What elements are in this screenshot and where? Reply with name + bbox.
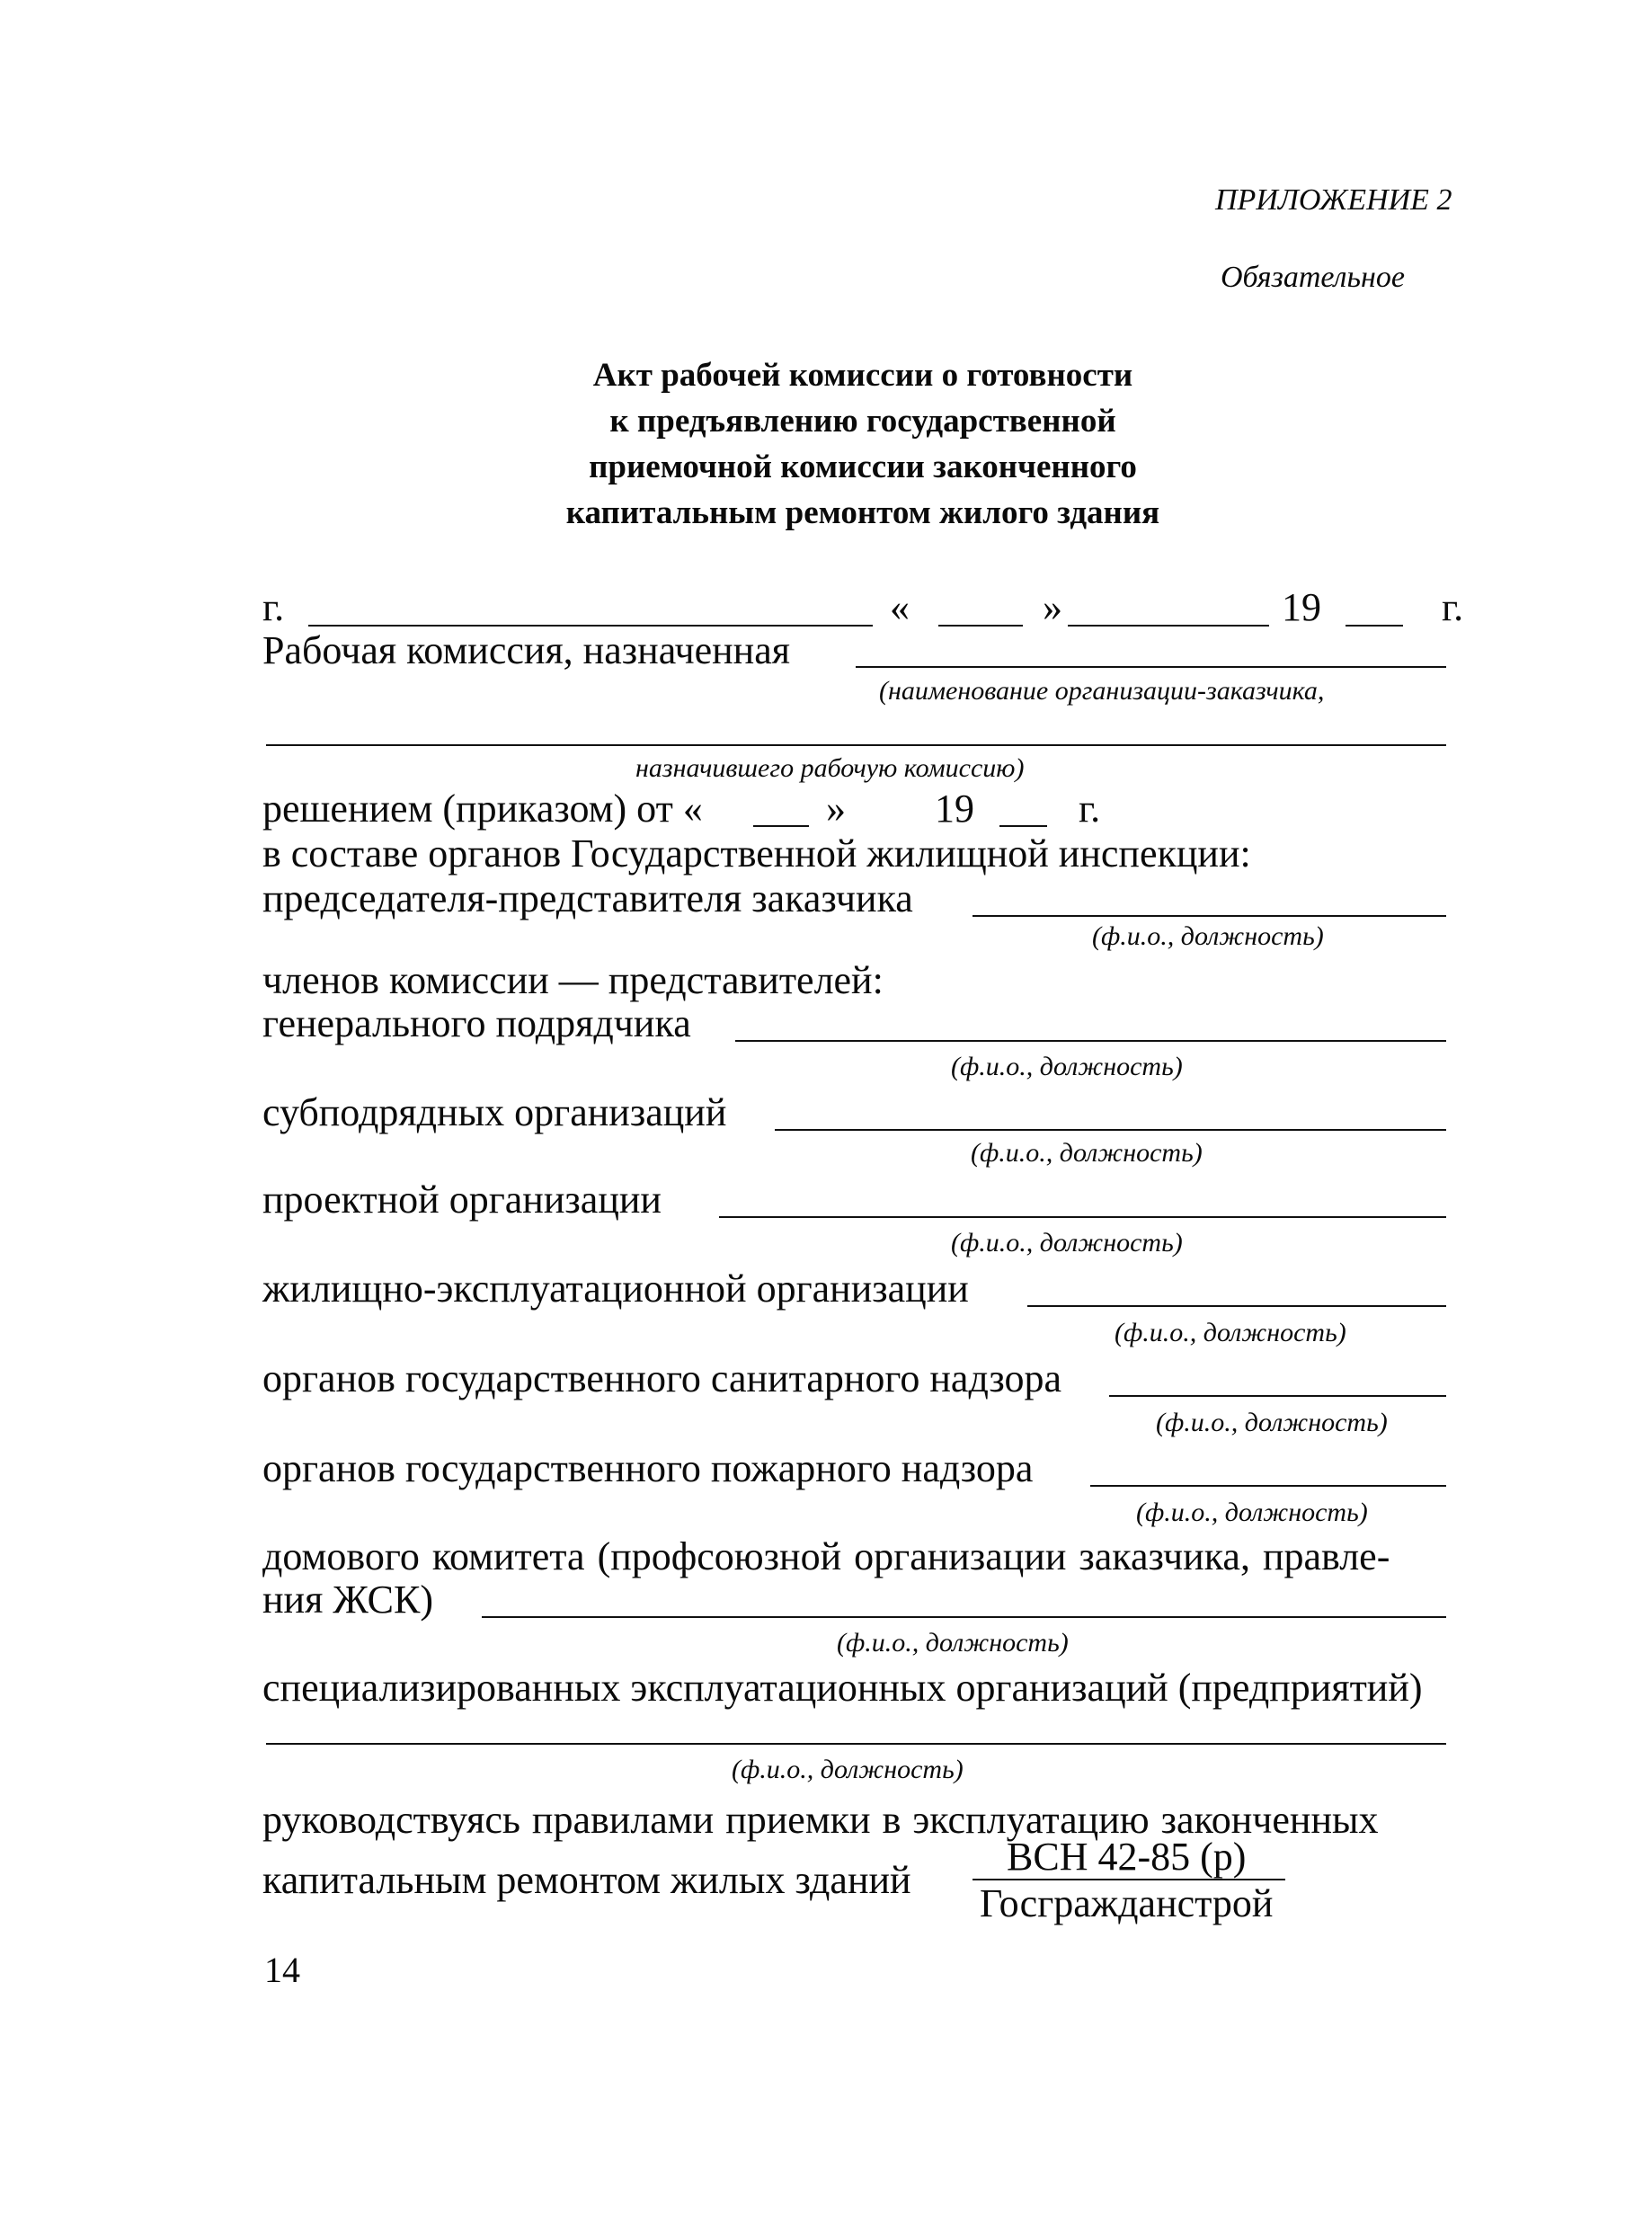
design-org-caption: (ф.и.о., должность) [951, 1228, 1183, 1258]
title-line: к предъявлению государственной [609, 403, 1116, 440]
decision-year-suffix: г. [1079, 787, 1101, 831]
status-label: Обязательное [1221, 261, 1405, 294]
appointed-label: Рабочая комиссия, назначенная [262, 628, 790, 672]
chairman-label: председателя-представителя заказчика [262, 876, 913, 920]
page-number: 14 [264, 1950, 300, 1990]
subcontractors-caption: (ф.и.о., должность) [971, 1138, 1203, 1168]
general-contractor-caption: (ф.и.о., должность) [951, 1052, 1183, 1081]
house-committee-field[interactable] [482, 1616, 1446, 1618]
decision-year-field[interactable] [999, 825, 1047, 827]
organization-field[interactable] [856, 666, 1446, 668]
organization-caption-2: назначившего рабочую комиссию) [635, 753, 1025, 783]
city-field[interactable] [308, 625, 873, 627]
fire-caption: (ф.и.о., должность) [1136, 1498, 1368, 1527]
fire-label: органов государственного пожарного надзора [262, 1446, 1034, 1490]
title-line: приемочной комиссии законченного [589, 449, 1137, 485]
fraction-top: ВСН 42-85 (р) [1007, 1835, 1247, 1879]
day-open-quote: « [890, 585, 910, 629]
year-suffix: г. [1442, 585, 1464, 629]
sanitary-label: органов государственного санитарного надзора [262, 1356, 1062, 1400]
title-line: Акт рабочей комиссии о готовности [592, 357, 1133, 394]
housing-org-field[interactable] [1027, 1305, 1446, 1307]
subcontractors-label: субподрядных организаций [262, 1090, 727, 1134]
document-title [449, 352, 1276, 536]
organization-field-2[interactable] [266, 744, 1446, 746]
general-contractor-field[interactable] [735, 1040, 1446, 1042]
specialized-field[interactable] [266, 1743, 1446, 1745]
house-committee-label: домового комитета (профсоюзной организации заказчика, правле- [262, 1534, 1390, 1578]
members-label: членов комиссии — представителей: [262, 958, 884, 1002]
guided-line: руководствуясь правилами приемки в эксплуатацию законченных [262, 1798, 1379, 1842]
decision-close-quote: » [826, 787, 846, 831]
month-field[interactable] [1068, 625, 1269, 627]
housing-org-caption: (ф.и.о., должность) [1115, 1318, 1346, 1347]
composition-text: в составе органов Государственной жилищной инспекции: [262, 831, 1251, 876]
decision-day-field[interactable] [753, 825, 809, 827]
appendix-label: ПРИЛОЖЕНИЕ 2 [1215, 183, 1452, 217]
decision-year-prefix: 19 [935, 787, 974, 831]
decision-label: решением (приказом) от « [262, 787, 703, 831]
general-contractor-label: генерального подрядчика [262, 1001, 691, 1045]
title-line: капитальным ремонтом жилого здания [565, 494, 1160, 531]
city-prefix: г. [262, 585, 285, 629]
house-committee-label-2: ния ЖСК) [262, 1578, 434, 1622]
design-org-field[interactable] [719, 1216, 1446, 1218]
design-org-label: проектной организации [262, 1178, 662, 1222]
day-close-quote: » [1043, 585, 1062, 629]
housing-org-label: жилищно-эксплуатационной организации [262, 1267, 969, 1311]
sanitary-field[interactable] [1109, 1395, 1446, 1397]
day-field[interactable] [938, 625, 1023, 627]
specialized-label: специализированных эксплуатационных организаций (предприятий) [262, 1666, 1423, 1710]
house-committee-caption: (ф.и.о., должность) [837, 1628, 1069, 1658]
fraction-bottom: Госгражданстрой [980, 1881, 1274, 1925]
subcontractors-field[interactable] [775, 1129, 1446, 1131]
chairman-field[interactable] [973, 915, 1446, 917]
guided-line-2: капитальным ремонтом жилых зданий [262, 1858, 911, 1902]
year-field[interactable] [1346, 625, 1403, 627]
chairman-caption: (ф.и.о., должность) [1092, 921, 1324, 951]
year-prefix: 19 [1282, 585, 1321, 629]
specialized-caption: (ф.и.о., должность) [732, 1755, 964, 1784]
fire-field[interactable] [1090, 1485, 1446, 1487]
sanitary-caption: (ф.и.о., должность) [1156, 1408, 1388, 1437]
organization-caption: (наименование организации-заказчика, [879, 676, 1325, 706]
